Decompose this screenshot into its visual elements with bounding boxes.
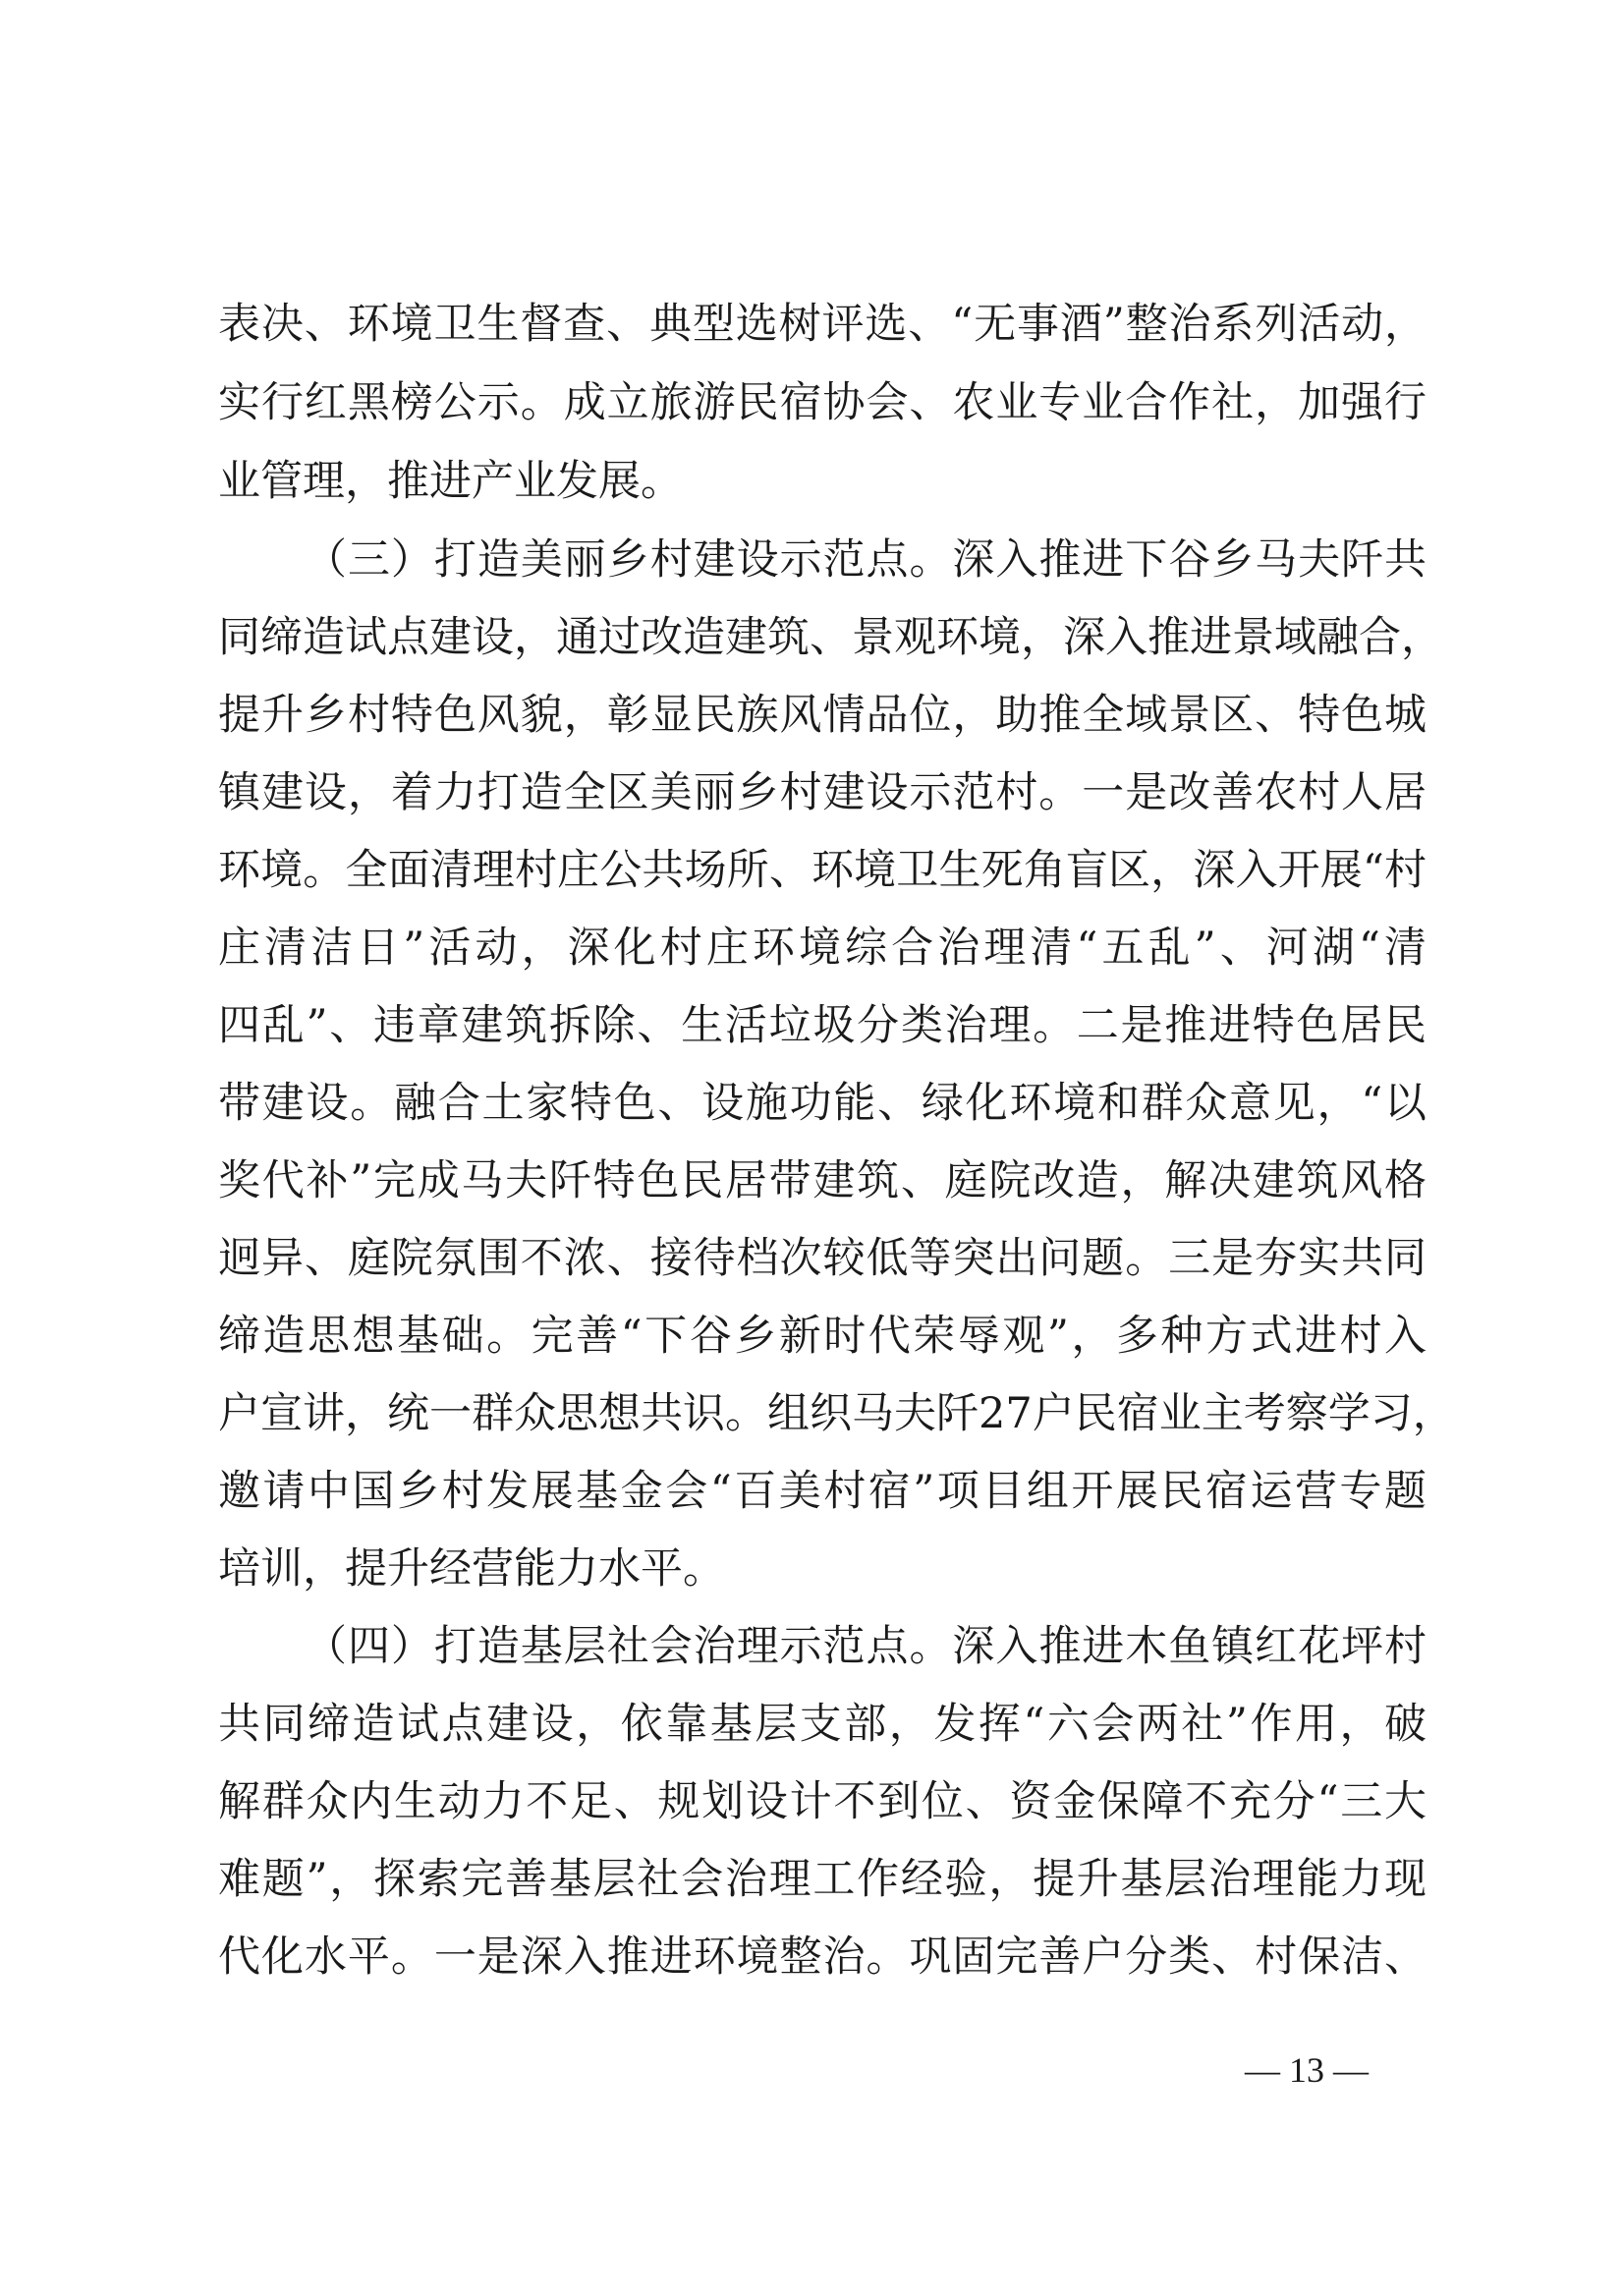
text-line: 庄清洁日”活动，深化村庄环境综合治理清“五乱”、河湖“清: [218, 924, 1427, 973]
page-number: — 13 —: [1245, 2050, 1369, 2090]
section-heading-line: （三）打造美丽乡村建设示范点。深入推进下谷乡马夫阡共: [305, 535, 1427, 585]
section-heading-line: （四）打造基层社会治理示范点。深入推进木鱼镇红花坪村: [305, 1622, 1427, 1671]
text-line: 提升乡村特色风貌，彰显民族风情品位，助推全域景区、特色城: [218, 691, 1427, 740]
text-line: 难题”，探索完善基层社会治理工作经验，提升基层治理能力现: [218, 1855, 1427, 1904]
text-line: 环境。全面清理村庄公共场所、环境卫生死角盲区，深入开展“村: [218, 846, 1427, 895]
text-line: 迥异、庭院氛围不浓、接待档次较低等突出问题。三是夯实共同: [218, 1234, 1427, 1283]
text-line: 业管理，推进产业发展。: [218, 457, 683, 506]
text-line: 实行红黑榜公示。成立旅游民宿协会、农业专业合作社，加强行: [218, 378, 1427, 427]
text-line: 邀请中国乡村发展基金会“百美村宿”项目组开展民宿运营专题: [218, 1467, 1427, 1516]
text-line: 带建设。融合土家特色、设施功能、绿化环境和群众意见，“以: [218, 1079, 1427, 1128]
text-line: 奖代补”完成马夫阡特色民居带建筑、庭院改造，解决建筑风格: [218, 1156, 1427, 1205]
text-line: 解群众内生动力不足、规划设计不到位、资金保障不充分“三大: [218, 1777, 1427, 1826]
text-line: 户宣讲，统一群众思想共识。组织马夫阡27户民宿业主考察学习，: [218, 1389, 1455, 1438]
text-line: 同缔造试点建设，通过改造建筑、景观环境，深入推进景域融合，: [218, 613, 1443, 662]
text-line: 表决、环境卫生督查、典型选树评选、“无事酒”整治系列活动，: [218, 300, 1427, 349]
text-line: 缔造思想基础。完善“下谷乡新时代荣辱观”，多种方式进村入: [218, 1312, 1427, 1361]
text-line: 四乱”、违章建筑拆除、生活垃圾分类治理。二是推进特色居民: [218, 1001, 1427, 1050]
text-line: 代化水平。一是深入推进环境整治。巩固完善户分类、村保洁、: [218, 1932, 1427, 1982]
text-line: 培训，提升经营能力水平。: [218, 1544, 725, 1594]
text-line: 共同缔造试点建设，依靠基层支部，发挥“六会两社”作用，破: [218, 1700, 1427, 1749]
text-line: 镇建设，着力打造全区美丽乡村建设示范村。一是改善农村人居: [218, 768, 1427, 817]
